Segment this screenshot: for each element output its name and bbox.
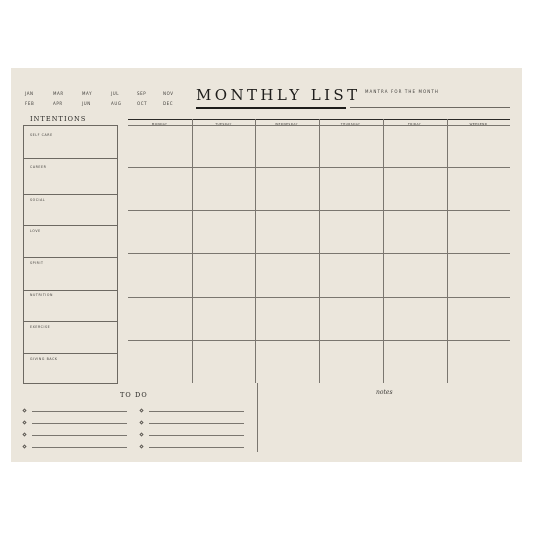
month-oct[interactable]: OCT [137, 101, 148, 106]
todo-line[interactable] [32, 411, 127, 412]
day-header-weekend: WEEKEND [469, 122, 488, 126]
day-header-monday: MONDAY [151, 122, 168, 126]
todo-line[interactable] [32, 423, 127, 424]
intentions-divider [24, 353, 117, 354]
grid-column-rule [255, 119, 256, 383]
todo-line[interactable] [32, 447, 127, 448]
month-mar[interactable]: MAR [53, 91, 64, 96]
notes-label: notes [376, 389, 393, 396]
intention-career[interactable]: CAREER [30, 165, 47, 169]
todo-line[interactable] [32, 435, 127, 436]
intentions-divider [24, 257, 117, 258]
day-header-friday: FRIDAY [407, 122, 421, 126]
grid-column-rule [192, 119, 193, 383]
month-may[interactable]: MAY [82, 91, 93, 96]
mantra-label: MANTRA FOR THE MONTH [365, 89, 440, 94]
intention-spirit[interactable]: SPIRIT [30, 261, 44, 265]
intentions-box [23, 125, 118, 384]
grid-column-rule [383, 119, 384, 383]
day-header-tuesday: TUESDAY [215, 122, 232, 126]
month-jan[interactable]: JAN [25, 91, 34, 96]
intentions-divider [24, 290, 117, 291]
title-underline [196, 107, 346, 109]
month-dec[interactable]: DEC [163, 101, 174, 106]
month-jul[interactable]: JUL [111, 91, 120, 96]
month-aug[interactable]: AUG [111, 101, 122, 106]
calendar-grid[interactable] [128, 119, 510, 383]
todo-title: TO DO [120, 391, 148, 399]
intentions-divider [24, 321, 117, 322]
intention-exercise[interactable]: EXERCISE [30, 325, 51, 329]
mantra-field[interactable] [350, 107, 510, 108]
page-title: MONTHLY LIST [196, 86, 361, 104]
month-apr[interactable]: APR [53, 101, 63, 106]
month-sep[interactable]: SEP [137, 91, 147, 96]
intention-self-care[interactable]: SELF CARE [30, 133, 53, 137]
todo-line[interactable] [149, 435, 244, 436]
month-feb[interactable]: FEB [25, 101, 35, 106]
intentions-divider [24, 194, 117, 195]
todo-line[interactable] [149, 447, 244, 448]
month-jun[interactable]: JUN [82, 101, 91, 106]
intention-giving-back[interactable]: GIVING BACK [30, 357, 58, 361]
todo-line[interactable] [149, 411, 244, 412]
day-header-wednesday: WEDNESDAY [275, 122, 298, 126]
intentions-title: INTENTIONS [30, 115, 87, 123]
todo-line[interactable] [149, 423, 244, 424]
intention-social[interactable]: SOCIAL [30, 198, 46, 202]
intention-nutrition[interactable]: NUTRITION [30, 293, 53, 297]
intentions-divider [24, 225, 117, 226]
grid-column-rule [447, 119, 448, 383]
day-header-thursday: THURSDAY [340, 122, 361, 126]
month-nov[interactable]: NOV [163, 91, 174, 96]
grid-column-rule [319, 119, 320, 383]
intentions-divider [24, 158, 117, 159]
notes-divider [257, 383, 258, 452]
intention-love[interactable]: LOVE [30, 229, 41, 233]
